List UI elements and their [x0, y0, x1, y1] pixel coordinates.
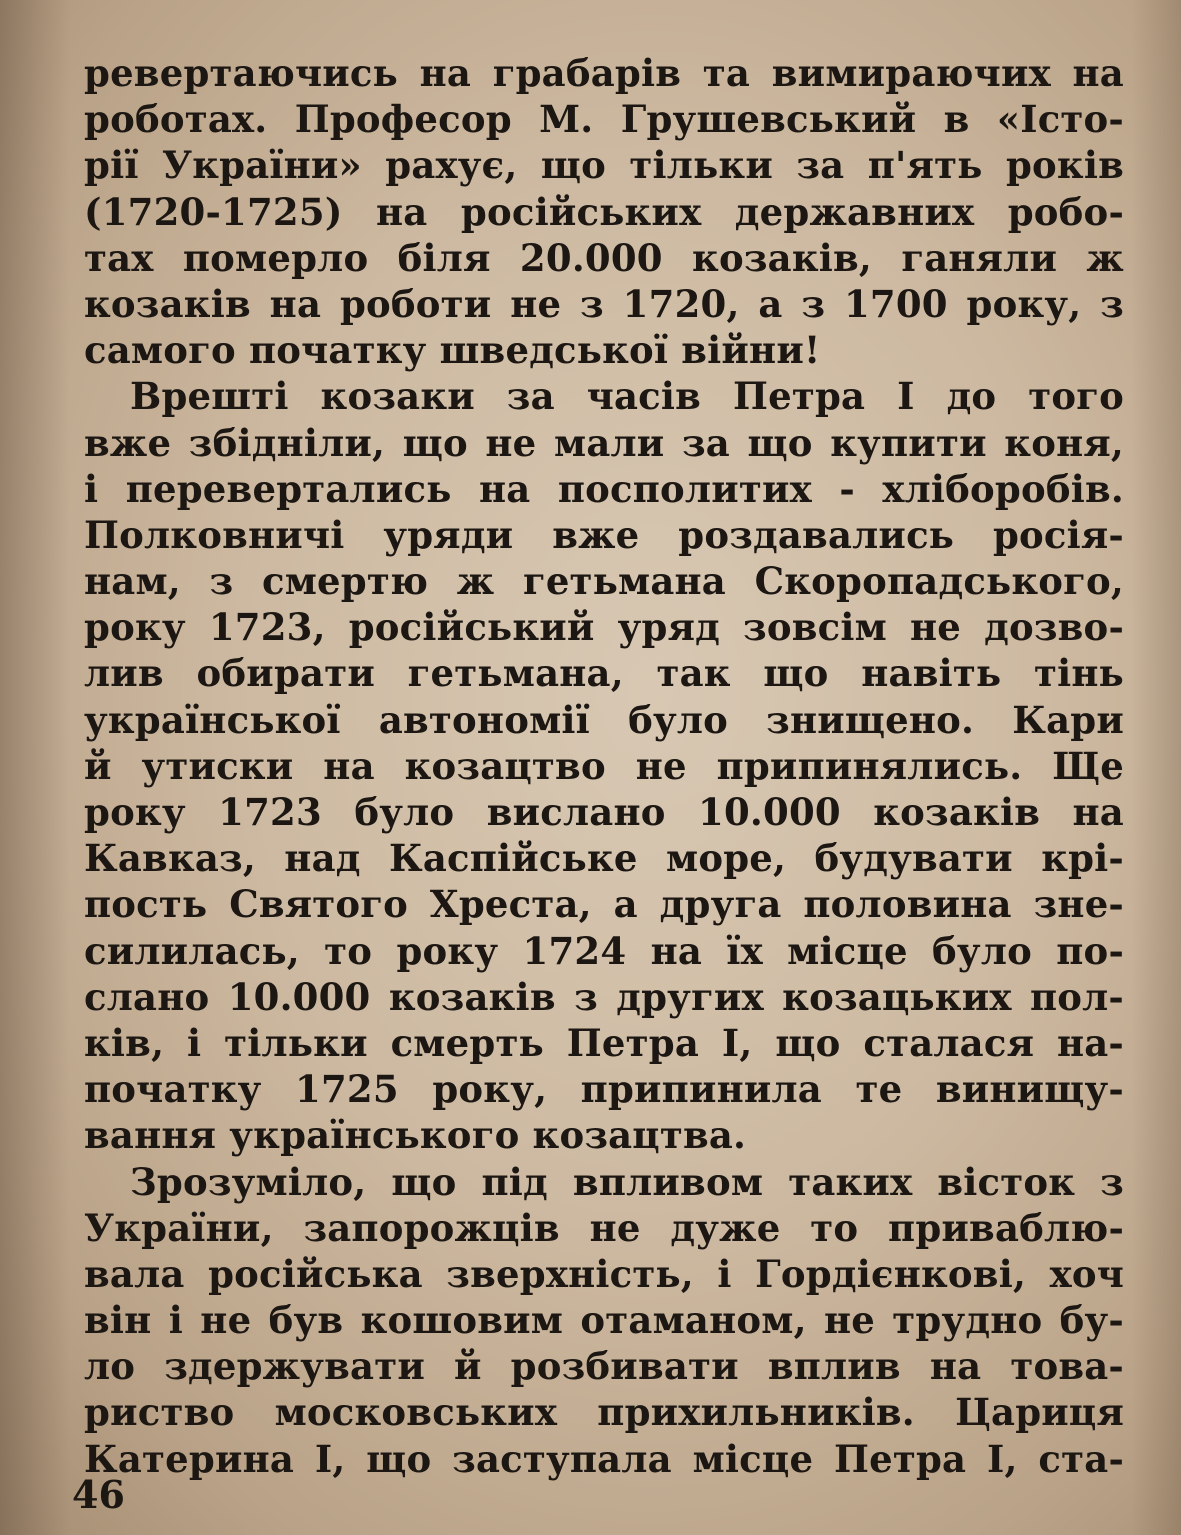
page-shadow-right	[1131, 0, 1181, 1535]
text-line: ревертаючись на грабарів та вимираючих на	[84, 51, 1124, 95]
text-line: рії України» рахує, що тільки за п'ять років	[84, 143, 1124, 188]
text-line: роботах. Професор М. Грушевський в «Істо-	[84, 97, 1124, 142]
text-line: силилась, то року 1724 на їх місце було по-	[84, 928, 1124, 973]
page-number: 46	[72, 1472, 125, 1517]
page-shadow-left	[0, 0, 70, 1535]
text-line: ло здержувати й розбивати вплив на товa-	[84, 1344, 1124, 1389]
text-line: самого початку шведської війни!	[84, 328, 821, 373]
text-line: початку 1725 року, припинила те винищу-	[84, 1067, 1124, 1112]
text-line: України, запорожців не дуже то приваблю-	[84, 1205, 1124, 1250]
text-line: він і не був кошовим отаманом, не трудно бу-	[84, 1298, 1124, 1343]
text-line: риство московських прихильників. Цариця	[84, 1390, 1124, 1435]
text-line: року 1723 було вислано 10.000 козаків на	[84, 790, 1124, 834]
text-line: Зрозуміло, що під впливом таких вісток з	[130, 1159, 1124, 1204]
text-line: тах померло біля 20.000 козаків, ганяли ж	[84, 235, 1124, 280]
text-line: вання українського козацтва.	[84, 1113, 747, 1158]
text-line: і перевертались на посполитих - хліборобів.	[84, 466, 1124, 511]
text-line: слано 10.000 козаків з других козацьких пол-	[84, 974, 1124, 1019]
body-text	[84, 50, 1124, 1482]
text-line: пость Святого Хреста, а друга половина зне-	[84, 882, 1124, 927]
text-line: Полковничі уряди вже роздавались росія-	[84, 512, 1124, 557]
text-line: вала російська зверхність, і Гордієнкові, хоч	[84, 1251, 1124, 1296]
text-line: Врешті козаки за часів Петра I до того	[130, 374, 1124, 419]
text-line: Катерина I, що заступала місце Петра I, ста-	[84, 1436, 1124, 1481]
text-line: козаків на роботи не з 1720, а з 1700 року, з	[84, 281, 1124, 326]
text-line: нам, з смертю ж гетьмана Скоропадського,	[84, 559, 1124, 604]
text-line: Кавказ, над Каспійське море, будувати крі-	[84, 836, 1124, 881]
text-line: року 1723, російський уряд зовсім не дозво-	[84, 605, 1124, 650]
text-line: (1720-1725) на російських державних робо-	[84, 189, 1124, 234]
text-line: української автономії було знищено. Кари	[84, 697, 1124, 742]
text-line: ків, і тільки смерть Петра I, що сталася на-	[84, 1020, 1124, 1065]
text-line: вже збідніли, що не мали за що купити коня,	[84, 420, 1124, 465]
text-line: лив обирати гетьмана, так що навіть тінь	[84, 651, 1124, 696]
text-line: й утиски на козацтво не припинялись. Ще	[84, 743, 1124, 788]
